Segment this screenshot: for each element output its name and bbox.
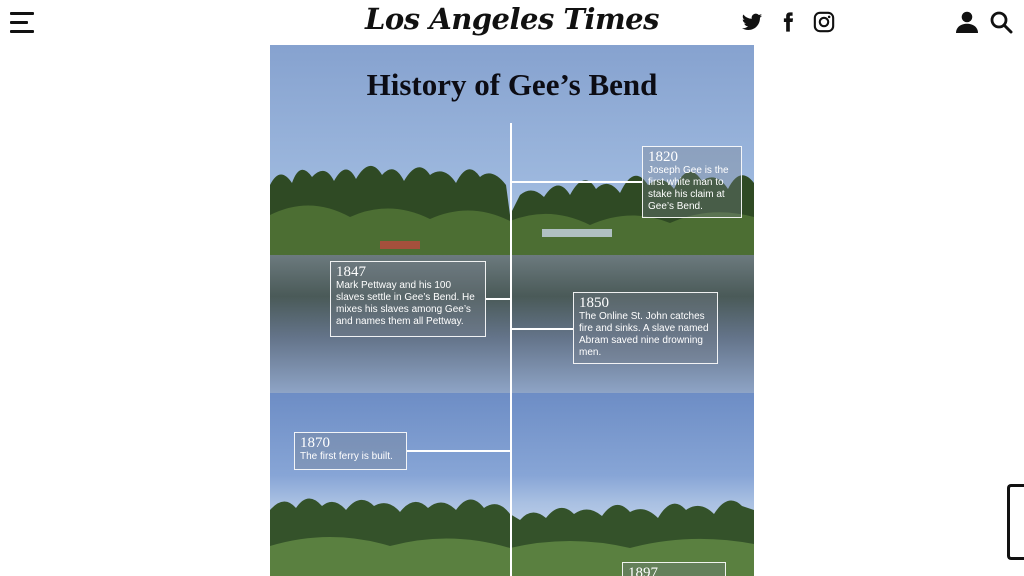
timeline-event-1847	[330, 261, 486, 337]
side-tab-widget[interactable]	[1007, 484, 1024, 560]
timeline-axis	[510, 123, 512, 576]
site-header	[0, 0, 1024, 45]
connector-1847	[486, 298, 510, 300]
menu-icon[interactable]	[10, 12, 34, 34]
connector-1850	[512, 328, 573, 330]
social-links	[741, 11, 835, 33]
twitter-icon[interactable]	[741, 11, 763, 33]
event-text: The first ferry is built.	[300, 451, 393, 462]
timeline-graphic	[270, 45, 754, 576]
user-icon[interactable]	[955, 10, 979, 34]
instagram-icon[interactable]	[813, 11, 835, 33]
site-logo[interactable]: Los Angeles Times	[365, 2, 659, 36]
facebook-icon[interactable]	[777, 11, 799, 33]
timeline-event-1870	[294, 432, 407, 470]
event-year: 1897	[628, 565, 658, 576]
event-text: The Online St. John catches fire and sinks. A slave named Abram saved nine drowning men.	[579, 311, 709, 358]
event-text: Mark Pettway and his 100 slaves settle in Gee’s Bend. He mixes his slaves among Gee’s and names them all Pettway.	[336, 280, 475, 327]
event-text: Joseph Gee is the first white man to stake his claim at Gee’s Bend.	[648, 165, 729, 212]
event-year: 1850	[579, 295, 609, 311]
graphic-title: History of Gee’s Bend	[366, 67, 658, 102]
timeline-event-1820	[642, 146, 742, 218]
connector-1820	[512, 181, 642, 183]
search-icon[interactable]	[989, 10, 1013, 34]
connector-1870	[407, 450, 510, 452]
timeline-event-1850	[573, 292, 718, 364]
timeline-event-1897	[622, 562, 726, 576]
event-year: 1870	[300, 435, 330, 451]
event-year: 1820	[648, 149, 678, 165]
event-year: 1847	[336, 264, 366, 280]
